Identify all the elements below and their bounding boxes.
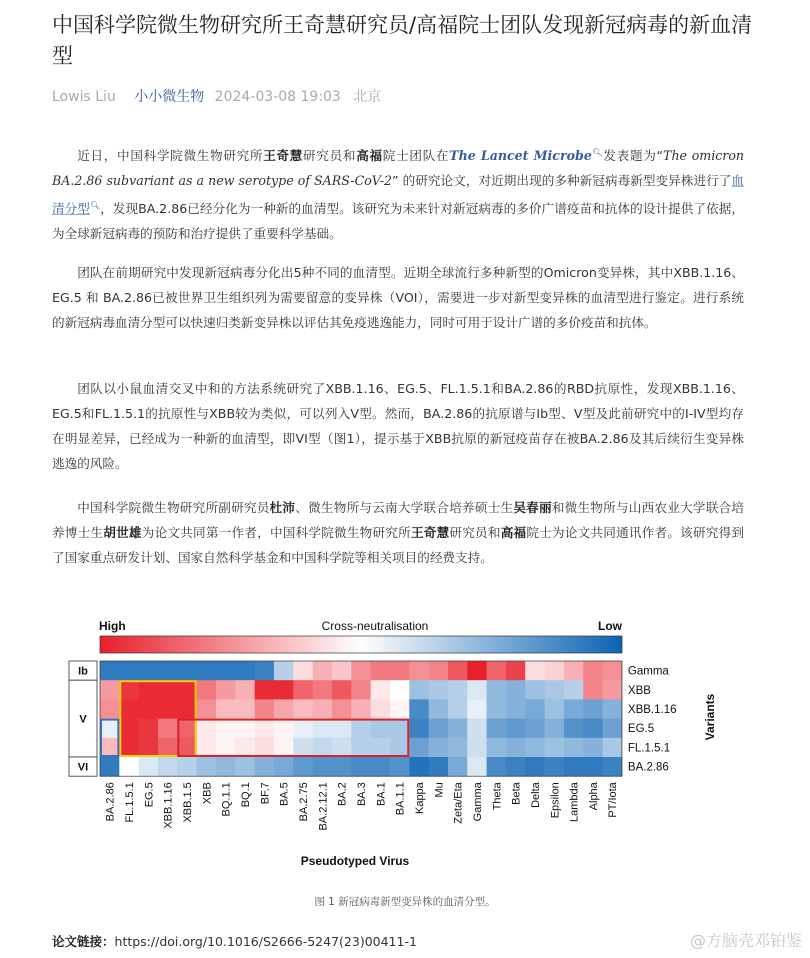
- x-tick-label: BA.2: [336, 782, 349, 807]
- heatmap-cell: [506, 757, 526, 777]
- x-tick-label: BA.2.86: [104, 782, 117, 822]
- heatmap-cell: [177, 699, 197, 719]
- heatmap-cell: [274, 719, 294, 739]
- heatmap-cell: [429, 661, 449, 681]
- heatmap-cell: [158, 699, 178, 719]
- bold-name: 胡世雄: [103, 525, 142, 540]
- text: ” 的研究论文，对近期出现的多种新冠病毒新型变异株进行了: [392, 173, 732, 189]
- heatmap-cell: [371, 757, 391, 777]
- heatmap-cell: [564, 757, 584, 777]
- heatmap-cell: [100, 699, 120, 719]
- heatmap-cell: [332, 680, 352, 700]
- heatmap-cell: [274, 738, 294, 758]
- heatmap-cell: [197, 699, 217, 719]
- heatmap-cell: [603, 738, 623, 758]
- heatmap-cell: [506, 699, 526, 719]
- heatmap-cell: [255, 680, 275, 700]
- text: 和微生物所与山西农业大学联合培养博士生: [52, 500, 745, 540]
- x-tick-label: Epsilon: [549, 782, 562, 819]
- heatmap-cell: [100, 757, 120, 777]
- heatmap-cell: [313, 757, 333, 777]
- heatmap-cell: [255, 757, 275, 777]
- heatmap-cell: [139, 719, 159, 739]
- heatmap-cell: [448, 738, 468, 758]
- heatmap-cell: [197, 661, 217, 681]
- paper-title: The omicron BA.2.86 subvariant as a new serotype of SARS-CoV-2: [52, 148, 745, 189]
- text: 中国科学院微生物研究所副研究员: [77, 500, 270, 515]
- heatmap-cell: [100, 719, 120, 739]
- heatmap-cell: [564, 719, 584, 739]
- heatmap-cell: [255, 699, 275, 719]
- text: 研究员和: [303, 148, 357, 164]
- heatmap-cell: [583, 757, 603, 777]
- heatmap-cell: [139, 699, 159, 719]
- x-tick-label: FL.1.5.1: [124, 782, 136, 823]
- doi-line: [52, 932, 417, 950]
- heatmap-cell: [429, 680, 449, 700]
- heatmap-cell: [177, 719, 197, 739]
- heatmap-cell: [545, 738, 565, 758]
- heatmap-cell: [506, 738, 526, 758]
- x-axis-label: Pseudotyped Virus: [300, 854, 410, 868]
- journal-link[interactable]: The Lancet Microbe: [449, 148, 592, 164]
- heatmap-cell: [525, 680, 545, 700]
- heatmap-cell: [216, 719, 236, 739]
- heatmap-cell: [119, 661, 139, 681]
- heatmap-cell: [216, 680, 236, 700]
- heatmap-cell: [197, 738, 217, 758]
- heatmap-cell: [216, 661, 236, 681]
- heatmap-cell: [390, 757, 410, 777]
- paragraph-3: 团队以小鼠血清交叉中和的方法系统研究了XBB.1.16、EG.5、FL.1.5.1和BA.2.86的RBD抗原性，发现XBB.1.16、EG.5和FL.1.5.1的抗原性与XBB较为类似，可以列入V型。然而，BA.2.86的抗原谱与Ib型、V型及此前研究中的I-IV型均存在明显差异，已经成为一种新的血清型，即VI型（图1），提示基于XBB抗原的新冠疫苗存在被BA.2.86及其后续衍生变异株逃逸的风险。: [52, 381, 744, 471]
- heatmap-cell: [545, 661, 565, 681]
- heatmap-cell: [448, 699, 468, 719]
- search-icon[interactable]: 🔍︎: [591, 148, 604, 157]
- heatmap-cell: [293, 719, 313, 739]
- heatmap-cell: [409, 738, 429, 758]
- heatmap-cell: [332, 699, 352, 719]
- heatmap-cell: [448, 680, 468, 700]
- heatmap-cell: [274, 680, 294, 700]
- y-tick-label: Gamma: [627, 665, 669, 678]
- x-tick-label: BQ.1: [239, 782, 252, 808]
- heatmap-cell: [545, 719, 565, 739]
- x-tick-label: XBB.1.5: [181, 782, 194, 823]
- x-tick-label: PT/Iota: [607, 782, 620, 818]
- x-tick-label: Theta: [491, 782, 504, 811]
- heatmap-cell: [197, 757, 217, 777]
- heatmap-cell: [351, 738, 371, 758]
- heatmap-cell: [564, 738, 584, 758]
- heatmap-cell: [429, 719, 449, 739]
- heatmap-cell: [158, 719, 178, 739]
- heatmap-cell: [467, 699, 487, 719]
- doi-label: 论文链接：: [52, 934, 115, 949]
- heatmap-cell: [564, 661, 584, 681]
- heatmap-cell: [371, 661, 391, 681]
- heatmap-cell: [448, 757, 468, 777]
- x-tick-label: Alpha: [587, 782, 600, 811]
- heatmap-cell: [100, 661, 120, 681]
- heatmap-cell: [545, 757, 565, 777]
- heatmap-cell: [177, 738, 197, 758]
- y-tick-label: XBB.1.16: [627, 704, 677, 716]
- heatmap-cell: [429, 757, 449, 777]
- heatmap-cell: [197, 680, 217, 700]
- heatmap-cell: [583, 738, 603, 758]
- heatmap-cell: [487, 699, 507, 719]
- serotyping-link[interactable]: 血清分型: [52, 173, 745, 217]
- heatmap-cell: [603, 661, 623, 681]
- search-icon[interactable]: 🔍︎: [89, 201, 101, 211]
- heatmap-cell: [274, 699, 294, 719]
- watermark: @方脑壳邓铂鉴: [689, 931, 802, 950]
- heatmap-cell: [119, 757, 139, 777]
- heatmap-cell: [139, 680, 159, 700]
- heatmap-cell: [467, 719, 487, 739]
- heatmap-cell: [235, 680, 255, 700]
- heatmap-cell: [274, 661, 294, 681]
- heatmap-cell: [371, 680, 391, 700]
- heatmap-cell: [255, 719, 275, 739]
- x-tick-label: BQ.1.1: [220, 782, 233, 817]
- heatmap-cell: [235, 661, 255, 681]
- heatmap-cell: [467, 757, 487, 777]
- x-tick-label: Kappa: [413, 782, 426, 815]
- paragraph-2: 团队在前期研究中发现新冠病毒分化出5种不同的血清型。近期全球流行多种新型的Omicron变异株，其中XBB.1.16、EG.5 和 BA.2.86已被世界卫生组织列为需要留意的变异株（VOI），需要进一步对新型变异株的血清型进行鉴定。进行系统的新冠病毒血清分型可以快速归类新变异株以评估其免疫逃逸能力，同时可用于设计广谱的多价疫苗和抗体。: [52, 265, 744, 330]
- heatmap-cell: [371, 738, 391, 758]
- heatmap-cell: [293, 738, 313, 758]
- heatmap-cell: [235, 699, 255, 719]
- heatmap-cell: [583, 699, 603, 719]
- heatmap-cell: [448, 661, 468, 681]
- heatmap-cell: [313, 738, 333, 758]
- figure-caption: 图 1 新冠病毒新型变异株的血清分型。: [314, 896, 496, 908]
- heatmap-cell: [564, 680, 584, 700]
- bold-name: 杜沛: [269, 500, 296, 515]
- heatmap-cell: [564, 699, 584, 719]
- text: 发表题为“: [603, 148, 664, 164]
- heatmap-cell: [351, 680, 371, 700]
- x-tick-label: Mu: [433, 782, 446, 798]
- colorbar-low-label: Low: [598, 619, 622, 633]
- serotype-group-label: VI: [77, 761, 89, 774]
- heatmap-cell: [583, 680, 603, 700]
- heatmap-cell: [409, 757, 429, 777]
- y-tick-label: FL.1.5.1: [627, 742, 671, 755]
- heatmap-cell: [255, 661, 275, 681]
- heatmap-cell: [313, 699, 333, 719]
- heatmap-cell: [119, 680, 139, 700]
- heatmap-cell: [216, 757, 236, 777]
- author-name[interactable]: Lowis Liu: [52, 89, 116, 105]
- heatmap-cell: [293, 661, 313, 681]
- heatmap-cell: [371, 719, 391, 739]
- heatmap-cell: [487, 680, 507, 700]
- heatmap-cell: [177, 757, 197, 777]
- x-tick-label: Lambda: [568, 782, 581, 822]
- heatmap-cell: [487, 719, 507, 739]
- serotype-group-label: V: [79, 713, 87, 726]
- heatmap-cell: [390, 719, 410, 739]
- bold-name: 高福: [356, 148, 383, 164]
- y-tick-label: XBB: [627, 684, 651, 697]
- publish-location: 北京: [353, 89, 382, 105]
- heatmap-cell: [119, 719, 139, 739]
- heatmap-cell: [139, 757, 159, 777]
- heatmap-cell: [467, 661, 487, 681]
- article-meta: [52, 86, 381, 106]
- chart-title: Cross-neutralisation: [321, 619, 429, 633]
- bold-name: 高福: [500, 525, 527, 540]
- colorbar-high-label: High: [99, 619, 126, 633]
- x-tick-label: XBB: [201, 782, 214, 805]
- heatmap-cell: [313, 661, 333, 681]
- heatmap-cell: [351, 757, 371, 777]
- heatmap-cell: [525, 738, 545, 758]
- text: 、微生物所与云南大学联合培养硕士生: [295, 500, 514, 515]
- x-tick-label: BF.7: [259, 782, 272, 805]
- heatmap-cell: [255, 738, 275, 758]
- x-tick-label: BA.2.12.1: [317, 782, 330, 831]
- heatmap-cell: [177, 680, 197, 700]
- text: 近日，中国科学院微生物研究所: [77, 148, 264, 164]
- page-title: 中国科学院微生物研究所王奇慧研究员/高福院士团队发现新冠病毒的新血清型: [52, 13, 753, 68]
- heatmap-cell: [390, 661, 410, 681]
- heatmap-cell: [100, 680, 120, 700]
- heatmap-cell: [603, 699, 623, 719]
- bold-name: 王奇慧: [263, 148, 304, 164]
- paragraph-1: [52, 140, 744, 246]
- heatmap-cell: [274, 757, 294, 777]
- heatmap-cell: [467, 738, 487, 758]
- heatmap-cell: [583, 661, 603, 681]
- heatmap-cell: [158, 680, 178, 700]
- heatmap-cell: [525, 757, 545, 777]
- heatmap-cell: [351, 661, 371, 681]
- heatmap-cell: [603, 757, 623, 777]
- heatmap-cell: [235, 719, 255, 739]
- y-tick-label: EG.5: [627, 723, 655, 736]
- heatmap-cell: [293, 699, 313, 719]
- heatmap-cell: [506, 680, 526, 700]
- text: 研究员和: [449, 525, 501, 540]
- heatmap-cell: [351, 719, 371, 739]
- serotype-heatmap-figure: [52, 613, 717, 883]
- x-tick-label: EG.5: [143, 782, 156, 808]
- heatmap-cell: [603, 719, 623, 739]
- heatmap-cell: [448, 719, 468, 739]
- heatmap-cell: [409, 719, 429, 739]
- x-tick-label: Zeta/Eta: [452, 782, 465, 824]
- heatmap-cell: [487, 757, 507, 777]
- heatmap-cell: [409, 680, 429, 700]
- heatmap-cell: [119, 738, 139, 758]
- bold-name: 王奇慧: [410, 525, 450, 540]
- source-link[interactable]: 小小微生物: [134, 89, 205, 105]
- heatmap-cell: [429, 699, 449, 719]
- x-tick-label: XBB.1.16: [162, 782, 175, 829]
- y-tick-label: BA.2.86: [627, 761, 669, 774]
- heatmap-cell: [603, 680, 623, 700]
- heatmap-cell: [158, 738, 178, 758]
- heatmap-cell: [583, 719, 603, 739]
- heatmap-cell: [525, 661, 545, 681]
- heatmap-cell: [216, 699, 236, 719]
- heatmap-cell: [177, 661, 197, 681]
- heatmap-cell: [332, 661, 352, 681]
- heatmap-cell: [293, 757, 313, 777]
- heatmap-cell: [332, 757, 352, 777]
- bold-name: 吴春丽: [513, 500, 552, 515]
- heatmap-cell: [487, 661, 507, 681]
- x-tick-label: Beta: [510, 782, 523, 805]
- x-tick-label: Delta: [529, 782, 542, 808]
- heatmap-cell: [332, 738, 352, 758]
- heatmap-cell: [313, 719, 333, 739]
- heatmap-cell: [429, 738, 449, 758]
- paragraph-4: [52, 495, 744, 570]
- heatmap-cell: [487, 738, 507, 758]
- doi-link[interactable]: https://doi.org/10.1016/S2666-5247(23)00411-1: [114, 934, 417, 949]
- heatmap-cell: [467, 680, 487, 700]
- heatmap-cell: [545, 699, 565, 719]
- text: 院士为论文共同通讯作者。该研究得到了国家重点研发计划、国家自然科学基金和中国科学院等相关项目的经费支持。: [52, 525, 745, 565]
- heatmap-cell: [506, 719, 526, 739]
- heatmap-cell: [332, 719, 352, 739]
- heatmap-cell: [545, 680, 565, 700]
- heatmap-cell: [390, 680, 410, 700]
- heatmap-cell: [371, 699, 391, 719]
- heatmap-cell: [235, 757, 255, 777]
- heatmap-cell: [409, 661, 429, 681]
- heatmap-cell: [390, 738, 410, 758]
- x-tick-label: BA.5: [278, 782, 291, 807]
- heatmap-cell: [390, 699, 410, 719]
- heatmap-cell: [158, 661, 178, 681]
- heatmap-cell: [119, 699, 139, 719]
- text: 为论文共同第一作者，中国科学院微生物研究所: [141, 525, 411, 540]
- heatmap-cell: [235, 738, 255, 758]
- heatmap-cell: [525, 719, 545, 739]
- serotype-group-label: Ib: [78, 665, 88, 678]
- text: ，发现BA.2.86已经分化为一种新的血清型。该研究为未来针对新冠病毒的多价广谱疫苗和抗体的设计提供了依据，为全球新冠病毒的预防和治疗提供了重要科学基础。: [52, 201, 745, 242]
- heatmap-cell: [100, 738, 120, 758]
- heatmap-cell: [139, 661, 159, 681]
- heatmap-cell: [139, 738, 159, 758]
- heatmap-cell: [158, 757, 178, 777]
- heatmap-cell: [506, 661, 526, 681]
- colorbar: [100, 636, 622, 653]
- x-tick-label: BA.1.1: [394, 782, 407, 816]
- heatmap-cell: [313, 680, 333, 700]
- y-axis-label: Variants: [703, 693, 717, 741]
- text: 院士团队在: [382, 148, 450, 164]
- x-tick-label: BA.3: [355, 782, 368, 807]
- heatmap-cell: [216, 738, 236, 758]
- heatmap-cell: [351, 699, 371, 719]
- x-tick-label: BA.2.75: [297, 782, 310, 822]
- publish-date: 2024-03-08 19:03: [214, 89, 341, 105]
- heatmap-cell: [409, 699, 429, 719]
- heatmap-cell: [293, 680, 313, 700]
- heatmap-cell: [197, 719, 217, 739]
- x-tick-label: BA.1: [375, 782, 388, 807]
- x-tick-label: Gamma: [471, 782, 484, 822]
- heatmap-cell: [525, 699, 545, 719]
